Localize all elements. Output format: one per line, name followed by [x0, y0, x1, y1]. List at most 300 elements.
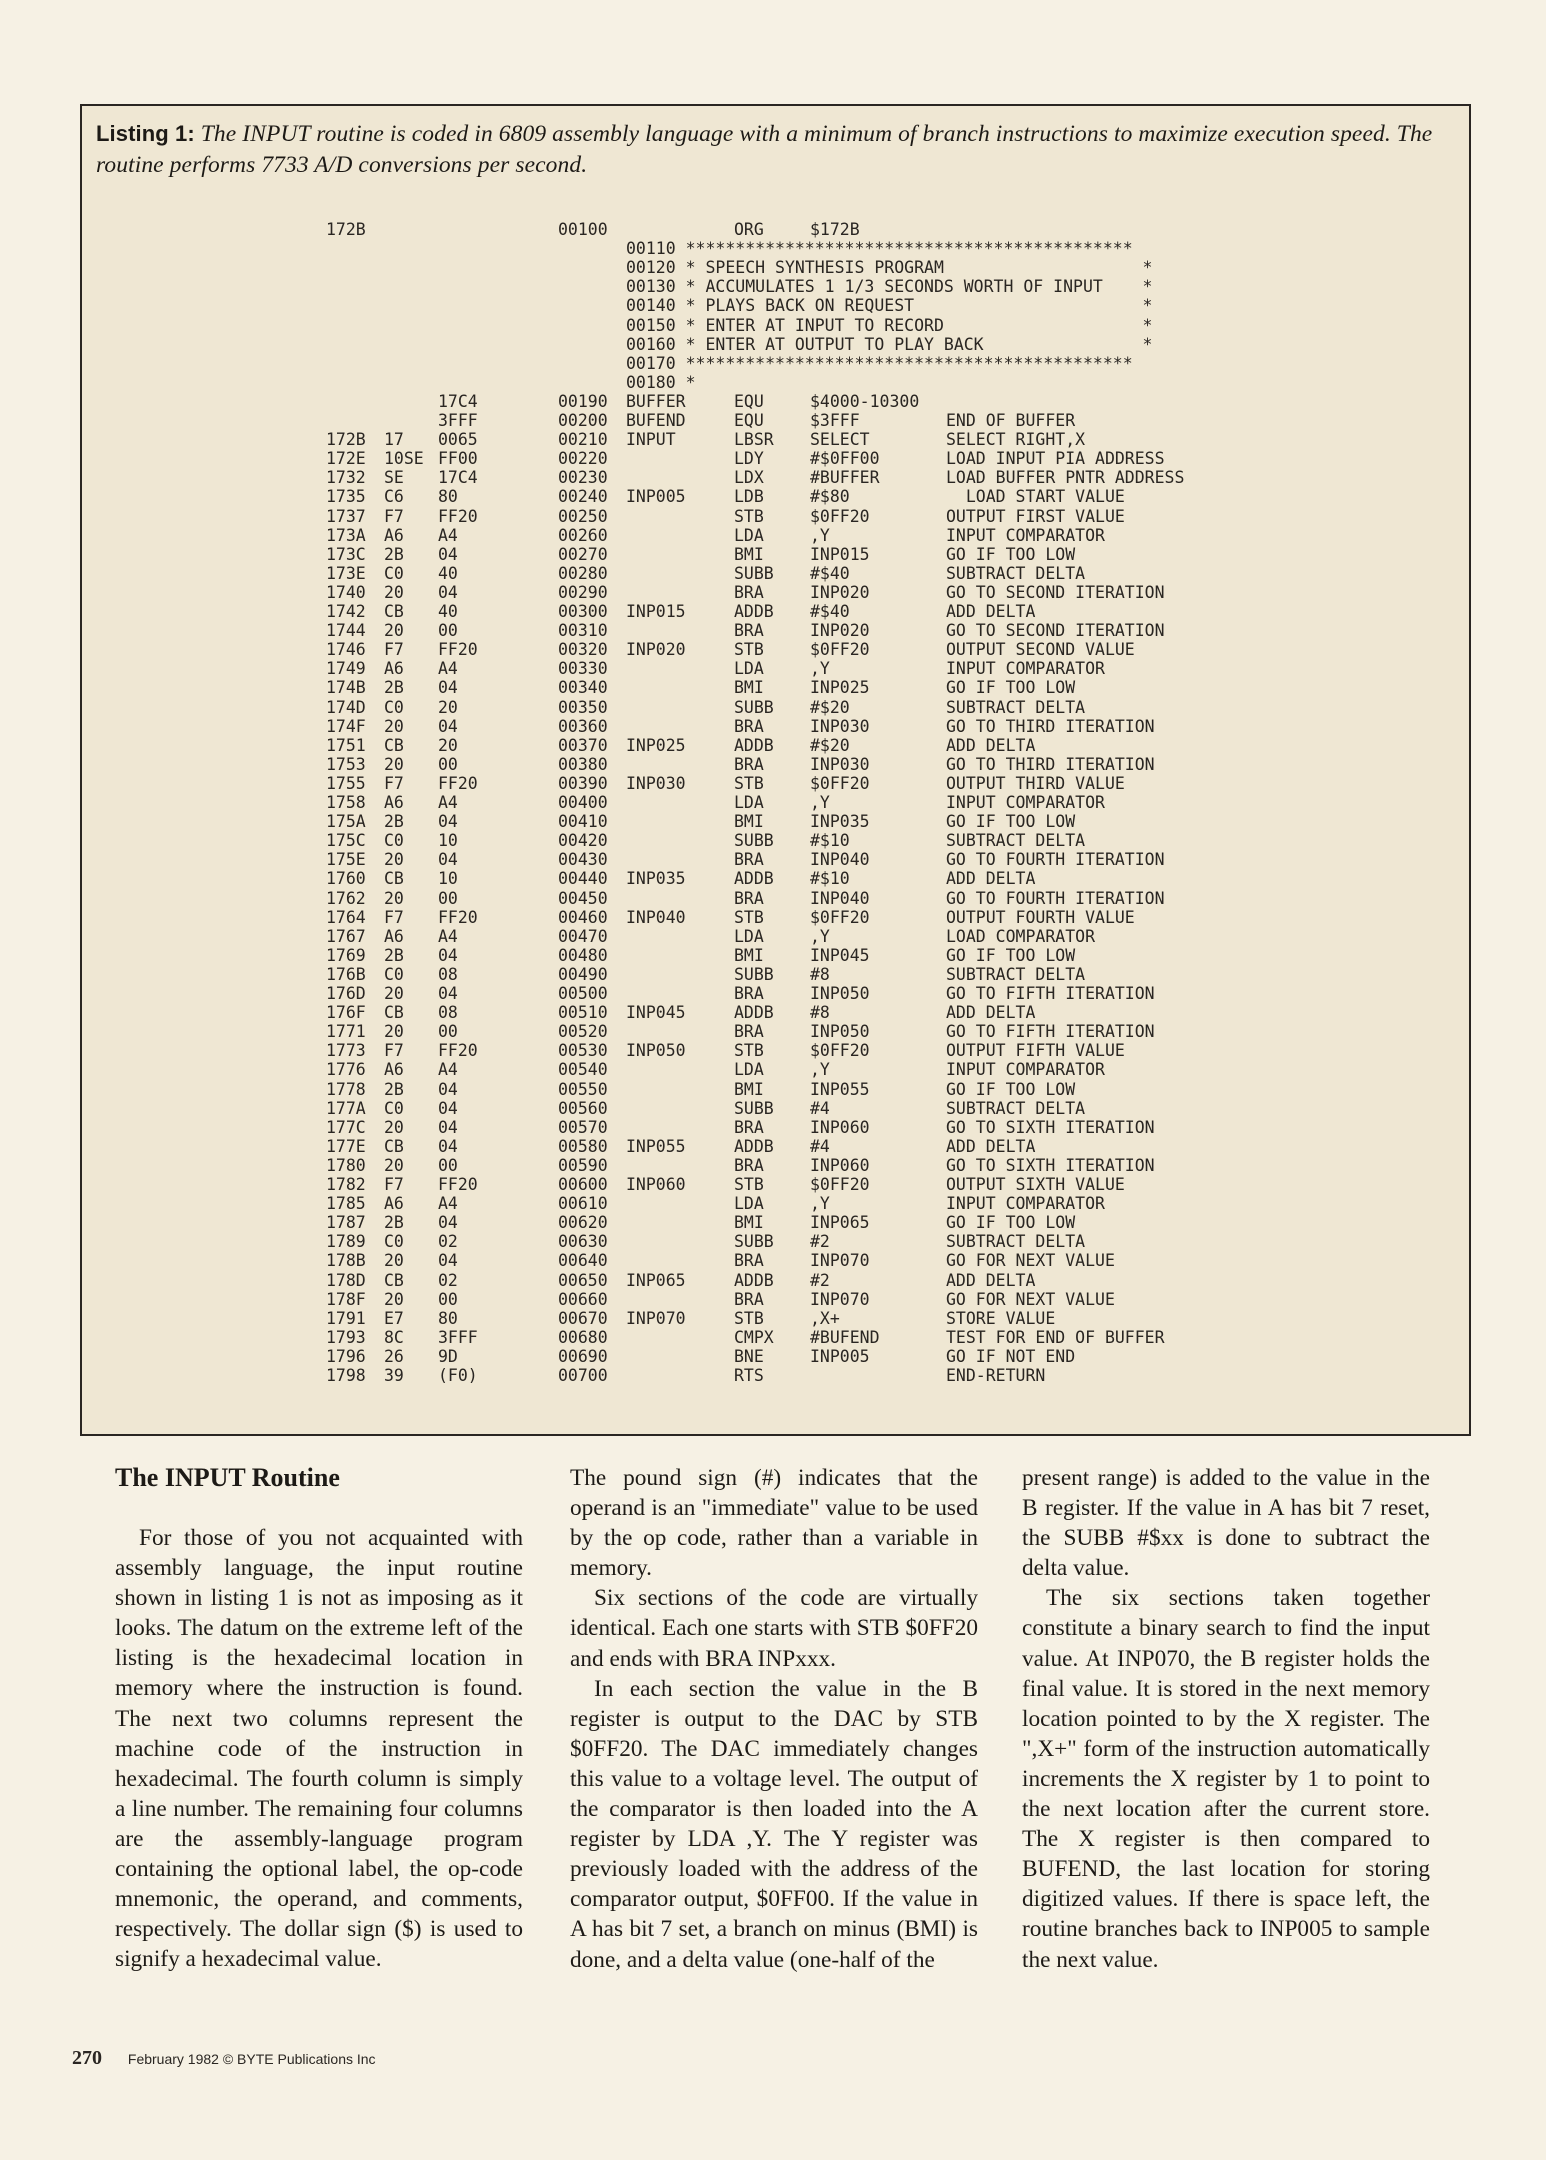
- listing-addr: 175A: [326, 812, 366, 832]
- listing-ln: 00590: [558, 1155, 608, 1175]
- listing-ln: 00210: [558, 430, 608, 450]
- listing-addr: 177E: [326, 1136, 366, 1156]
- listing-ln: 00240: [558, 487, 608, 507]
- listing-ln: 00350: [558, 697, 608, 717]
- listing-m2: 02: [438, 1232, 458, 1252]
- listing-addr: 1782: [326, 1175, 366, 1194]
- listing-m1: C0: [384, 831, 404, 851]
- listing-opd: $3FFF: [810, 411, 860, 430]
- listing-ln: 00640: [558, 1251, 608, 1271]
- listing-opd: ,Y: [810, 1060, 830, 1080]
- listing-m2: 80: [438, 487, 458, 507]
- listing-opd: INP040: [810, 850, 870, 870]
- listing-m1: E7: [384, 1308, 404, 1328]
- listing-m1: F7: [384, 506, 404, 526]
- listing-opd: #$80: [810, 487, 850, 507]
- listing-opd: SELECT: [810, 430, 870, 450]
- listing-op: BMI: [734, 544, 764, 564]
- listing-opd: INP050: [810, 1022, 870, 1042]
- listing-op: SUBB: [734, 1098, 774, 1118]
- listing-cmt: SUBTRACT DELTA: [946, 1232, 1086, 1252]
- listing-m2: 04: [438, 1251, 458, 1271]
- listing-op: ADDB: [734, 1136, 774, 1156]
- listing-addr: 176F: [326, 1003, 366, 1023]
- listing-m2: A4: [438, 793, 458, 812]
- listing-lbl: BUFEND: [626, 411, 686, 430]
- listing-cmt: END-RETURN: [946, 1366, 1046, 1385]
- listing-addr: 173E: [326, 563, 366, 583]
- listing-m2: A4: [438, 1194, 458, 1214]
- listing-opd: #8: [810, 1003, 830, 1023]
- listing-ln: 00190: [558, 391, 608, 411]
- listing-op: ADDB: [734, 602, 774, 621]
- listing-m1: C0: [384, 697, 404, 717]
- listing-addr: 177A: [326, 1098, 366, 1118]
- listing-cmt: GO TO SIXTH ITERATION: [946, 1117, 1155, 1137]
- listing-ln: 00450: [558, 888, 608, 908]
- listing-cmt: SUBTRACT DELTA: [946, 831, 1086, 851]
- listing-ln: 00470: [558, 926, 608, 946]
- listing-op: BRA: [734, 1251, 764, 1271]
- listing-m2: 04: [438, 945, 458, 965]
- listing-opd: ,Y: [810, 793, 830, 812]
- listing-m2: 04: [438, 1136, 458, 1156]
- listing-m1: C0: [384, 964, 404, 984]
- listing-op: ORG: [734, 220, 764, 239]
- listing-m1: F7: [384, 773, 404, 793]
- listing-addr: 176B: [326, 964, 366, 984]
- listing-op: BRA: [734, 582, 764, 602]
- listing-opd: #8: [810, 964, 830, 984]
- listing-m1: A6: [384, 1060, 404, 1080]
- listing-cmt: INPUT COMPARATOR: [946, 793, 1105, 812]
- listing-opd: $0FF20: [810, 773, 870, 793]
- listing-cmt: GO IF TOO LOW: [946, 1079, 1076, 1099]
- listing-m1: 26: [384, 1346, 404, 1366]
- listing-text: 00110 *********************************************: [626, 239, 1133, 259]
- listing-addr: 1785: [326, 1194, 366, 1214]
- listing-cmt: GO IF TOO LOW: [946, 678, 1076, 698]
- listing-op: LDA: [734, 1194, 764, 1214]
- listing-addr: 1735: [326, 487, 366, 507]
- listing-lbl: INP030: [626, 773, 686, 793]
- listing-cmt: STORE VALUE: [946, 1308, 1056, 1328]
- listing-addr: 177C: [326, 1117, 366, 1137]
- listing-opd: ,Y: [810, 1194, 830, 1214]
- listing-ln: 00100: [558, 220, 608, 239]
- listing-addr: 1732: [326, 468, 366, 488]
- listing-cmt: LOAD INPUT PIA ADDRESS: [946, 449, 1165, 469]
- listing-ln: 00380: [558, 754, 608, 774]
- listing-opd: #4: [810, 1136, 830, 1156]
- listing-m1: 2B: [384, 678, 404, 698]
- listing-cmt: GO TO FOURTH ITERATION: [946, 850, 1165, 870]
- listing-opd: ,X+: [810, 1308, 840, 1328]
- listing-m2: 40: [438, 602, 458, 621]
- listing-m2: 80: [438, 1308, 458, 1328]
- listing-ln: 00630: [558, 1232, 608, 1252]
- listing-op: LDA: [734, 793, 764, 812]
- listing-opd: #2: [810, 1232, 830, 1252]
- listing-cmt: SUBTRACT DELTA: [946, 1098, 1086, 1118]
- listing-ln: 00610: [558, 1194, 608, 1214]
- listing-addr: 178D: [326, 1270, 366, 1290]
- listing-m2: 10: [438, 869, 458, 889]
- listing-ln: 00290: [558, 582, 608, 602]
- listing-addr: 1769: [326, 945, 366, 965]
- listing-addr: 173A: [326, 525, 366, 545]
- listing-m1: 2B: [384, 544, 404, 564]
- listing-m1: 20: [384, 984, 404, 1003]
- listing-op: LDA: [734, 525, 764, 545]
- listing-cmt: ADD DELTA: [946, 869, 1036, 889]
- listing-cmt: GO IF TOO LOW: [946, 544, 1076, 564]
- listing-m1: C6: [384, 487, 404, 507]
- article-column-2: [570, 1463, 978, 1975]
- listing-m2: A4: [438, 926, 458, 946]
- listing-m2: 3FFF: [438, 1327, 478, 1347]
- listing-m2: FF20: [438, 907, 478, 927]
- listing-addr: 1793: [326, 1327, 366, 1347]
- listing-cmt: OUTPUT SIXTH VALUE: [946, 1175, 1125, 1194]
- listing-cmt: OUTPUT THIRD VALUE: [946, 773, 1125, 793]
- listing-m2: 9D: [438, 1346, 458, 1366]
- listing-cmt: LOAD START VALUE: [946, 487, 1125, 507]
- listing-m2: 04: [438, 1213, 458, 1233]
- listing-op: SUBB: [734, 1232, 774, 1252]
- listing-cmt: GO TO THIRD ITERATION: [946, 716, 1155, 736]
- listing-ln: 00600: [558, 1175, 608, 1194]
- listing-addr: 1762: [326, 888, 366, 908]
- listing-op: BMI: [734, 1079, 764, 1099]
- listing-opd: ,Y: [810, 659, 830, 679]
- listing-m2: FF20: [438, 773, 478, 793]
- listing-opd: INP030: [810, 754, 870, 774]
- listing-cmt: OUTPUT FIFTH VALUE: [946, 1041, 1125, 1061]
- listing-opd: #$40: [810, 602, 850, 621]
- listing-cmt: GO TO FIFTH ITERATION: [946, 1022, 1155, 1042]
- listing-ln: 00320: [558, 640, 608, 660]
- listing-op: BRA: [734, 1117, 764, 1137]
- listing-m1: 17: [384, 430, 404, 450]
- listing-cmt: LOAD BUFFER PNTR ADDRESS: [946, 468, 1185, 488]
- listing-cmt: INPUT COMPARATOR: [946, 1060, 1105, 1080]
- listing-m1: 10SE: [384, 449, 424, 469]
- listing-ln: 00510: [558, 1003, 608, 1023]
- listing-opd: #2: [810, 1270, 830, 1290]
- listing-opd: INP065: [810, 1213, 870, 1233]
- listing-ln: 00410: [558, 812, 608, 832]
- listing-m1: 39: [384, 1366, 404, 1385]
- listing-cmt: INPUT COMPARATOR: [946, 1194, 1105, 1214]
- listing-m1: C0: [384, 1098, 404, 1118]
- listing-opd: INP025: [810, 678, 870, 698]
- listing-m2: 08: [438, 964, 458, 984]
- listing-op: EQU: [734, 391, 764, 411]
- listing-cmt: END OF BUFFER: [946, 411, 1076, 430]
- listing-m2: 00: [438, 1155, 458, 1175]
- listing-ln: 00480: [558, 945, 608, 965]
- listing-m1: C0: [384, 1232, 404, 1252]
- listing-cmt: OUTPUT FOURTH VALUE: [946, 907, 1135, 927]
- listing-addr: 1755: [326, 773, 366, 793]
- listing-ln: 00540: [558, 1060, 608, 1080]
- listing-addr: 1796: [326, 1346, 366, 1366]
- listing-op: LDA: [734, 659, 764, 679]
- listing-ln: 00400: [558, 793, 608, 812]
- listing-cmt: INPUT COMPARATOR: [946, 525, 1105, 545]
- listing-cmt: GO TO SECOND ITERATION: [946, 621, 1165, 641]
- listing-op: STB: [734, 1308, 764, 1328]
- listing-opd: $0FF20: [810, 640, 870, 660]
- listing-op: ADDB: [734, 869, 774, 889]
- listing-cmt: GO IF TOO LOW: [946, 812, 1076, 832]
- listing-op: SUBB: [734, 563, 774, 583]
- listing-cmt: GO FOR NEXT VALUE: [946, 1251, 1115, 1271]
- listing-m2: 04: [438, 1098, 458, 1118]
- listing-m1: F7: [384, 1041, 404, 1061]
- listing-op: BMI: [734, 1213, 764, 1233]
- listing-op: BRA: [734, 621, 764, 641]
- listing-op: BRA: [734, 850, 764, 870]
- listing-addr: 1749: [326, 659, 366, 679]
- listing-m1: CB: [384, 1136, 404, 1156]
- listing-opd: INP015: [810, 544, 870, 564]
- listing-addr: 1778: [326, 1079, 366, 1099]
- listing-text: 00140 * PLAYS BACK ON REQUEST *: [626, 296, 1153, 316]
- page-number: 270: [72, 2047, 102, 2069]
- listing-ln: 00650: [558, 1270, 608, 1290]
- listing-cmt: ADD DELTA: [946, 1270, 1036, 1290]
- listing-m1: A6: [384, 525, 404, 545]
- section-heading: The INPUT Routine: [115, 1463, 340, 1492]
- listing-lbl: INP045: [626, 1003, 686, 1023]
- listing-cmt: SUBTRACT DELTA: [946, 964, 1086, 984]
- listing-op: SUBB: [734, 831, 774, 851]
- listing-addr: 1746: [326, 640, 366, 660]
- listing-cmt: GO TO SECOND ITERATION: [946, 582, 1165, 602]
- listing-m1: 20: [384, 716, 404, 736]
- listing-addr: 173C: [326, 544, 366, 564]
- listing-m2: 00: [438, 621, 458, 641]
- listing-lbl: INP040: [626, 907, 686, 927]
- listing-addr: 1758: [326, 793, 366, 812]
- listing-ln: 00660: [558, 1289, 608, 1309]
- listing-m2: FF20: [438, 506, 478, 526]
- listing-addr: 1771: [326, 1022, 366, 1042]
- paragraph: For those of you not acquainted with assembly language, the input routine shown in listing 1 is not as imposing as it looks. The datum on the extreme left of the listing is the hexadecimal location in memory where the instruction is found. The next two columns represent the machine code of the instruction in hexadecimal. The fourth column is simply a line number. The remaining four columns are the assembly-language program containing the optional label, the op-code mnemonic, the operand, and comments, respectively. The dollar sign ($) is used to signify a hexadecimal value.: [115, 1525, 523, 1973]
- listing-opd: INP020: [810, 621, 870, 641]
- listing-m1: 20: [384, 850, 404, 870]
- listing-m2: 04: [438, 582, 458, 602]
- listing-ln: 00580: [558, 1136, 608, 1156]
- listing-m1: CB: [384, 602, 404, 621]
- listing-m2: 00: [438, 754, 458, 774]
- listing-m2: 04: [438, 1079, 458, 1099]
- listing-op: BRA: [734, 984, 764, 1003]
- listing-ln: 00530: [558, 1041, 608, 1061]
- footer-credit: February 1982 © BYTE Publications Inc: [127, 2051, 376, 2067]
- listing-m2: 04: [438, 544, 458, 564]
- listing-addr: 178F: [326, 1289, 366, 1309]
- listing-m2: A4: [438, 659, 458, 679]
- listing-m1: 2B: [384, 1079, 404, 1099]
- listing-m2: FF00: [438, 449, 478, 469]
- listing-text: 00160 * ENTER AT OUTPUT TO PLAY BACK *: [626, 334, 1153, 354]
- listing-m1: CB: [384, 735, 404, 755]
- listing-m1: CB: [384, 1270, 404, 1290]
- listing-text: 00130 * ACCUMULATES 1 1/3 SECONDS WORTH OF INPUT *: [626, 277, 1153, 297]
- listing-op: STB: [734, 640, 764, 660]
- listing-addr: 1737: [326, 506, 366, 526]
- listing-cmt: OUTPUT SECOND VALUE: [946, 640, 1135, 660]
- listing-m2: 00: [438, 1022, 458, 1042]
- listing-ln: 00620: [558, 1213, 608, 1233]
- listing-op: LDY: [734, 449, 764, 469]
- listing-m1: C0: [384, 563, 404, 583]
- listing-op: EQU: [734, 411, 764, 430]
- listing-m2: 20: [438, 735, 458, 755]
- listing-addr: 1740: [326, 582, 366, 602]
- listing-lbl: INP015: [626, 602, 686, 621]
- listing-m1: 20: [384, 754, 404, 774]
- listing-op: BRA: [734, 754, 764, 774]
- listing-op: LDB: [734, 487, 764, 507]
- listing-cmt: ADD DELTA: [946, 735, 1036, 755]
- listing-cmt: GO TO SIXTH ITERATION: [946, 1155, 1155, 1175]
- listing-opd: INP060: [810, 1117, 870, 1137]
- page-footer: [72, 2047, 376, 2070]
- listing-op: LDA: [734, 926, 764, 946]
- listing-ln: 00390: [558, 773, 608, 793]
- listing-cmt: ADD DELTA: [946, 1136, 1036, 1156]
- listing-m1: 20: [384, 1251, 404, 1271]
- listing-m2: 0065: [438, 430, 478, 450]
- listing-ln: 00460: [558, 907, 608, 927]
- listing-cmt: GO FOR NEXT VALUE: [946, 1289, 1115, 1309]
- listing-opd: #$10: [810, 869, 850, 889]
- listing-op: BRA: [734, 1289, 764, 1309]
- listing-m1: 2B: [384, 812, 404, 832]
- listing-m1: F7: [384, 1175, 404, 1194]
- listing-addr: 1760: [326, 869, 366, 889]
- listing-m1: A6: [384, 926, 404, 946]
- listing-ln: 00550: [558, 1079, 608, 1099]
- listing-op: BRA: [734, 1022, 764, 1042]
- listing-addr: 1798: [326, 1366, 366, 1385]
- listing-m1: CB: [384, 1003, 404, 1023]
- listing-cmt: OUTPUT FIRST VALUE: [946, 506, 1125, 526]
- listing-op: CMPX: [734, 1327, 774, 1347]
- listing-m2: 17C4: [438, 468, 478, 488]
- listing-m2: 02: [438, 1270, 458, 1290]
- listing-m1: 20: [384, 1155, 404, 1175]
- listing-m2: 04: [438, 678, 458, 698]
- listing-text: 00180 *: [626, 372, 696, 392]
- paragraph: In each section the value in the B register is output to the DAC by STB $0FF20. The DAC immediately changes this value to a voltage level. The output of the comparator is then loaded into the A register by LDA ,Y. The Y register was previously loaded with the address of the comparator output, $0FF00. If the value in A has bit 7 set, a branch on minus (BMI) is done, and a delta value (one-half of the: [570, 1675, 978, 1973]
- listing-ln: 00680: [558, 1327, 608, 1347]
- listing-lbl: INP005: [626, 487, 686, 507]
- listing-addr: 1767: [326, 926, 366, 946]
- listing-opd: ,Y: [810, 926, 830, 946]
- listing-ln: 00670: [558, 1308, 608, 1328]
- listing-addr: 1780: [326, 1155, 366, 1175]
- listing-opd: INP030: [810, 716, 870, 736]
- listing-ln: 00700: [558, 1366, 608, 1385]
- listing-op: STB: [734, 1041, 764, 1061]
- listing-ln: 00260: [558, 525, 608, 545]
- listing-op: STB: [734, 907, 764, 927]
- listing-opd: #4: [810, 1098, 830, 1118]
- listing-ln: 00360: [558, 716, 608, 736]
- listing-opd: $0FF20: [810, 1175, 870, 1194]
- listing-m2: 04: [438, 716, 458, 736]
- listing-ln: 00560: [558, 1098, 608, 1118]
- listing-cmt: SUBTRACT DELTA: [946, 697, 1086, 717]
- listing-cmt: SUBTRACT DELTA: [946, 563, 1086, 583]
- listing-addr: 1751: [326, 735, 366, 755]
- listing-op: STB: [734, 1175, 764, 1194]
- listing-m1: 20: [384, 1289, 404, 1309]
- listing-m1: 20: [384, 888, 404, 908]
- listing-op: BNE: [734, 1346, 764, 1366]
- listing-lbl: INP055: [626, 1136, 686, 1156]
- listing-op: BMI: [734, 678, 764, 698]
- listing-m2: 17C4: [438, 391, 478, 411]
- listing-op: LBSR: [734, 430, 774, 450]
- listing-addr: 1744: [326, 621, 366, 641]
- listing-cmt: GO TO FIFTH ITERATION: [946, 984, 1155, 1003]
- listing-cmt: TEST FOR END OF BUFFER: [946, 1327, 1165, 1347]
- listing-addr: 176D: [326, 984, 366, 1003]
- listing-lbl: INP060: [626, 1175, 686, 1194]
- listing-m2: A4: [438, 1060, 458, 1080]
- listing-opd: INP020: [810, 582, 870, 602]
- listing-addr: 1789: [326, 1232, 366, 1252]
- paragraph: present range) is added to the value in the B register. If the value in A has bit 7 reset, the SUBB #$xx is done to subtract the delta value.: [1022, 1465, 1430, 1582]
- listing-m2: 10: [438, 831, 458, 851]
- listing-lbl: INP050: [626, 1041, 686, 1061]
- listing-ln: 00330: [558, 659, 608, 679]
- listing-ln: 00300: [558, 602, 608, 621]
- listing-m2: 20: [438, 697, 458, 717]
- listing-cmt: LOAD COMPARATOR: [946, 926, 1096, 946]
- listing-opd: $0FF20: [810, 506, 870, 526]
- listing-addr: 175E: [326, 850, 366, 870]
- listing-opd: INP060: [810, 1155, 870, 1175]
- listing-m2: (F0): [438, 1366, 478, 1385]
- listing-addr: 172B: [326, 430, 366, 450]
- listing-ln: 00420: [558, 831, 608, 851]
- listing-m1: 20: [384, 1117, 404, 1137]
- listing-m1: 20: [384, 582, 404, 602]
- listing-op: SUBB: [734, 964, 774, 984]
- listing-m1: F7: [384, 640, 404, 660]
- listing-m2: 3FFF: [438, 411, 478, 430]
- listing-opd: INP045: [810, 945, 870, 965]
- paragraph: The pound sign (#) indicates that the operand is an "immediate" value to be used by the op code, rather than a variable in memory.: [570, 1465, 978, 1582]
- listing-addr: 1742: [326, 602, 366, 621]
- listing-ln: 00250: [558, 506, 608, 526]
- listing-opd: $0FF20: [810, 1041, 870, 1061]
- listing-op: SUBB: [734, 697, 774, 717]
- listing-opd: $0FF20: [810, 907, 870, 927]
- listing-m2: 04: [438, 850, 458, 870]
- listing-opd: #BUFFER: [810, 468, 880, 488]
- listing-text: 00120 * SPEECH SYNTHESIS PROGRAM *: [626, 258, 1153, 278]
- listing-m1: CB: [384, 869, 404, 889]
- listing-op: STB: [734, 773, 764, 793]
